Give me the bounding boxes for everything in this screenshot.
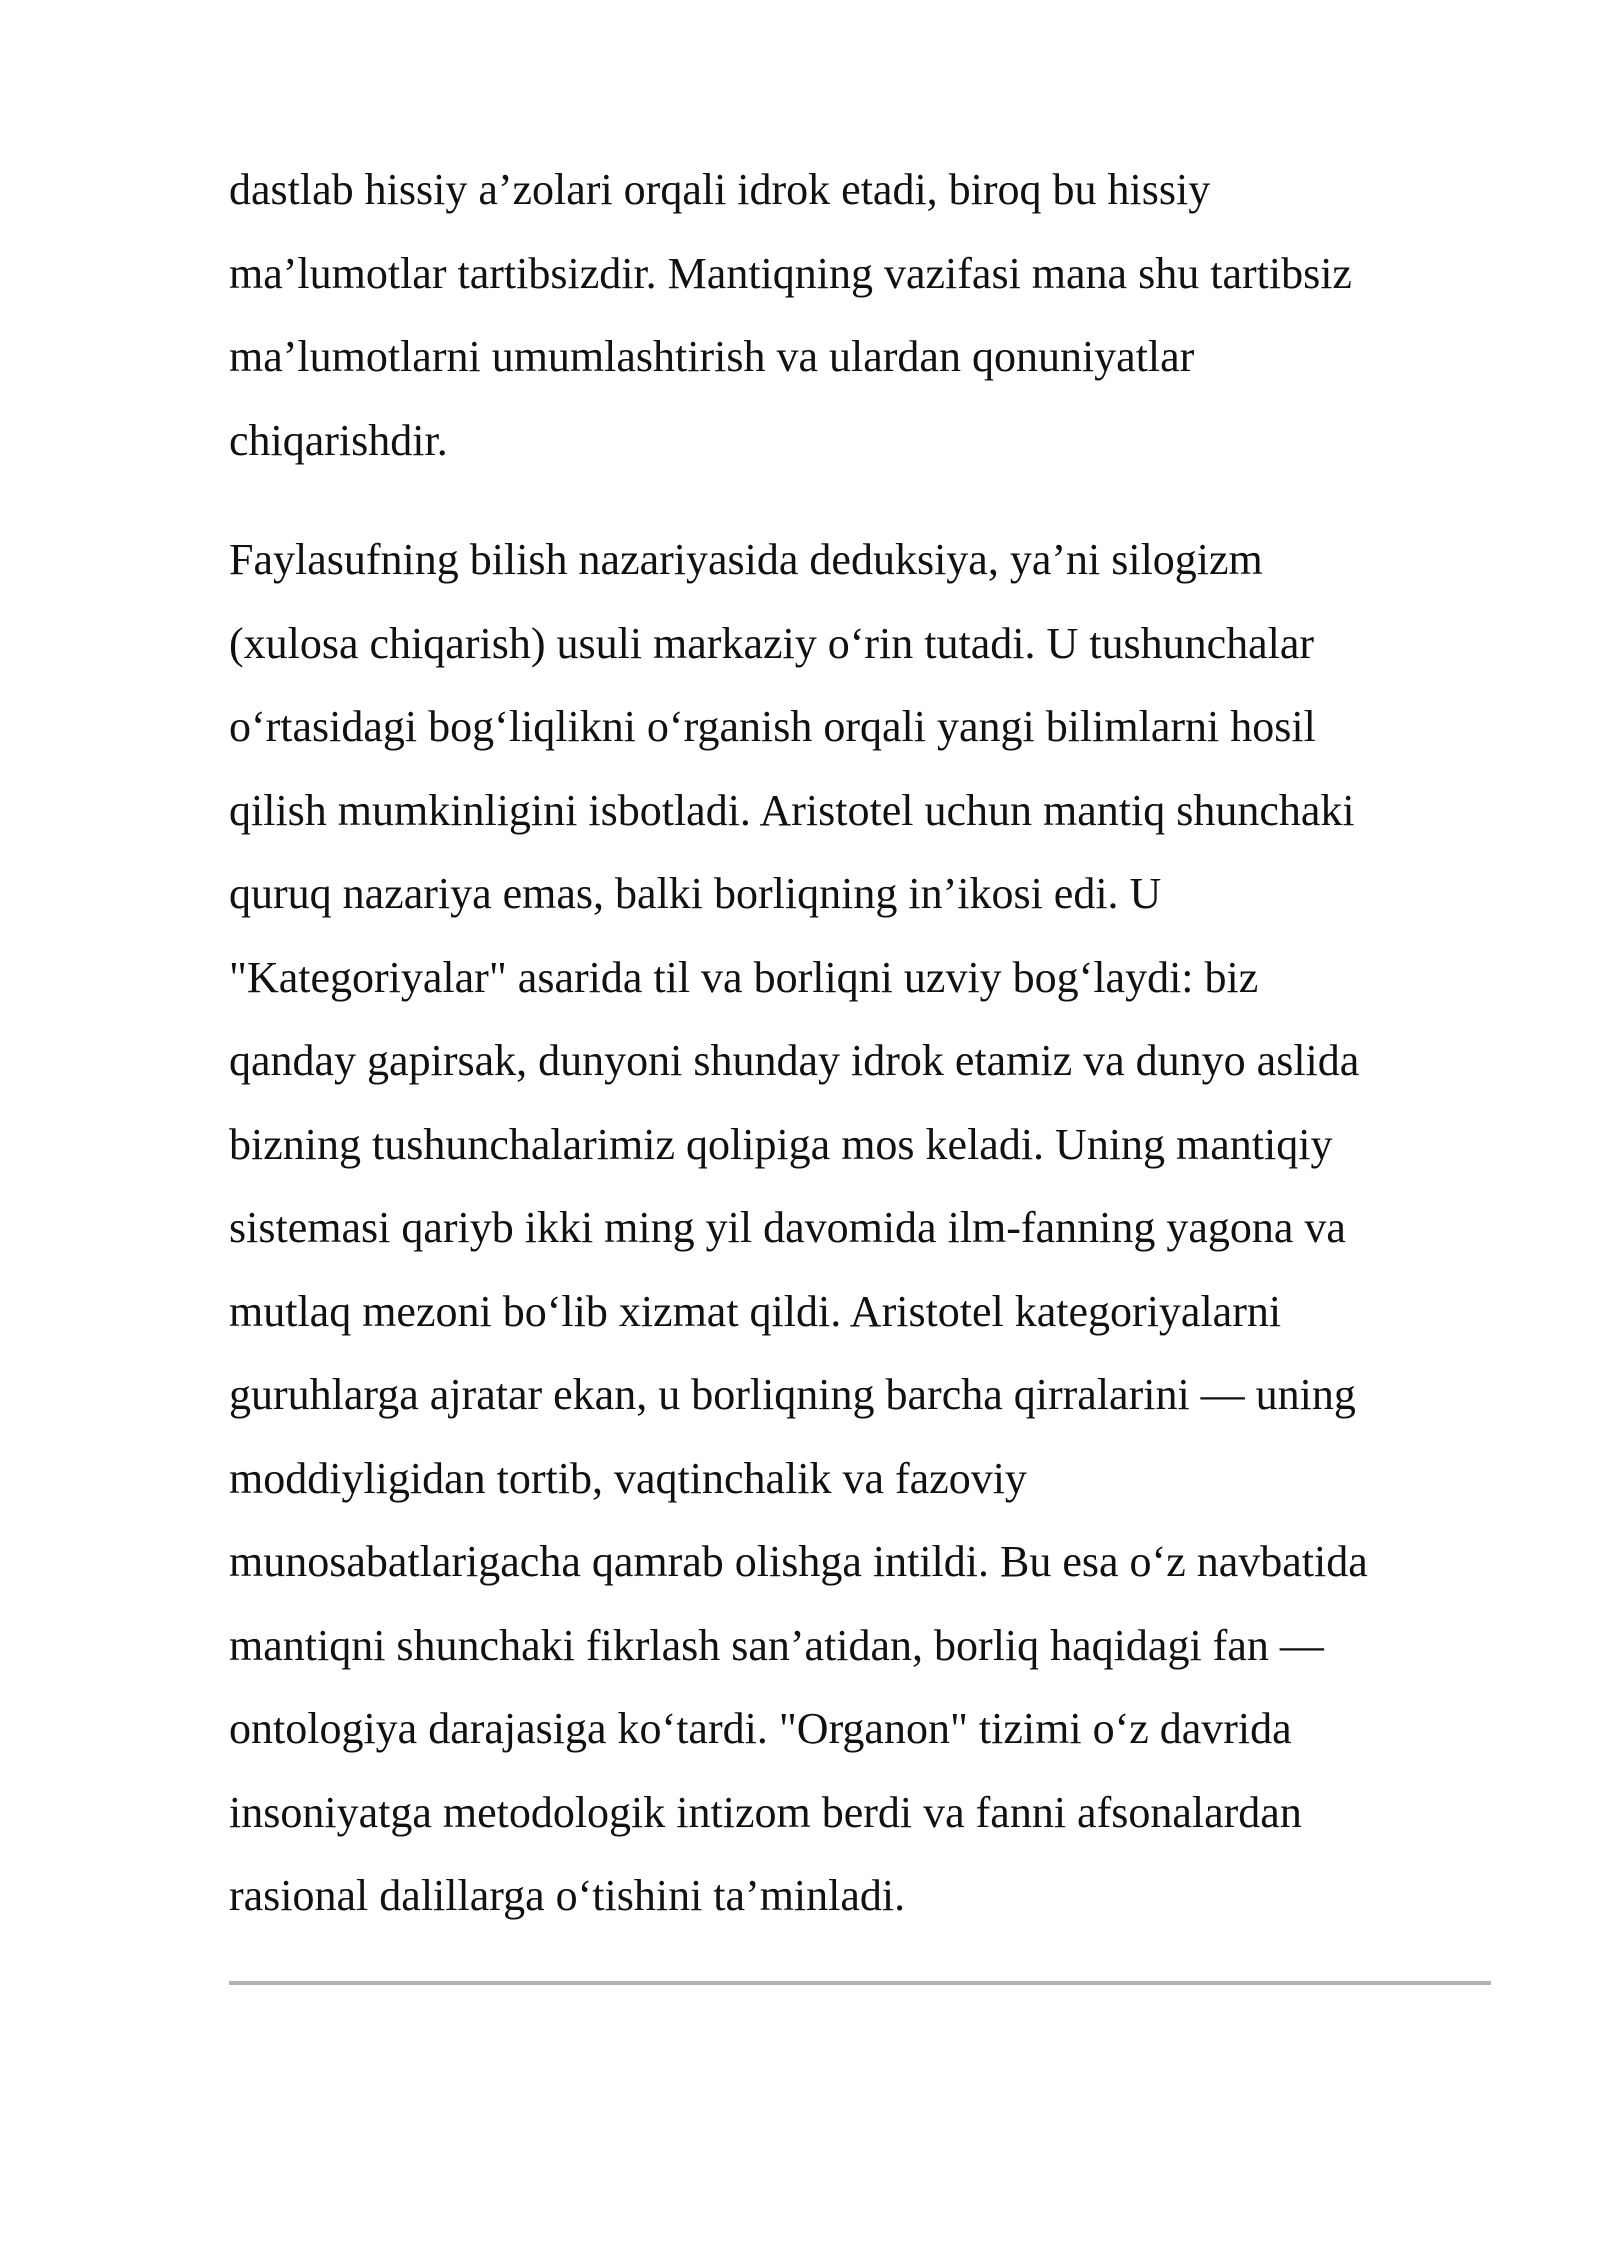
text-line: sistemasi qariyb ikki ming yil davomida ilm-fanning yagona va xyxy=(229,1203,1346,1252)
text-line: qanday gapirsak, dunyoni shunday idrok etamiz va dunyo aslida xyxy=(229,1036,1360,1085)
text-line: dastlab hissiy a’zolari orqali idrok etadi, biroq bu hissiy xyxy=(229,165,1211,214)
text-line: o‘rtasidagi bog‘liqlikni o‘rganish orqali yangi bilimlarni hosil xyxy=(229,702,1316,751)
text-line: Faylasufning bilish nazariyasida deduksiya, ya’ni silogizm xyxy=(229,535,1263,584)
text-line: guruhlarga ajratar ekan, u borliqning barcha qirralarini — uning xyxy=(229,1370,1356,1419)
paragraph-2 xyxy=(229,518,1491,1938)
text-line: qilish mumkinligini isbotladi. Aristotel uchun mantiq shunchaki xyxy=(229,785,1355,835)
text-line: chiqarishdir. xyxy=(229,415,448,465)
text-line: mantiqni shunchaki fikrlash san’atidan, borliq haqidagi fan — xyxy=(229,1620,1324,1670)
text-line: "Kategoriyalar" asarida til va borliqni uzviy bog‘laydi: biz xyxy=(229,952,1259,1002)
text-line: bizning tushunchalarimiz qolipiga mos keladi. Uning mantiqiy xyxy=(229,1119,1333,1169)
text-line: ma’lumotlar tartibsizdir. Mantiqning vazifasi mana shu tartibsiz xyxy=(229,248,1352,298)
text-line: insoniyatga metodologik intizom berdi va fanni afsonalardan xyxy=(229,1787,1302,1837)
text-line: munosabatlarigacha qamrab olishga intildi. Bu esa o‘z navbatida xyxy=(229,1537,1368,1586)
paragraph-1 xyxy=(229,148,1491,482)
text-line: (xulosa chiqarish) usuli markaziy o‘rin tutadi. U tushunchalar xyxy=(229,618,1315,668)
text-line: moddiyligidan tortib, vaqtinchalik va fazoviy xyxy=(229,1453,1027,1503)
text-line: quruq nazariya emas, balki borliqning in’ikosi edi. U xyxy=(229,869,1162,918)
text-line: ma’lumotlarni umumlashtirish va ulardan qonuniyatlar xyxy=(229,332,1195,381)
text-line: mutlaq mezoni bo‘lib xizmat qildi. Aristotel kategoriyalarni xyxy=(229,1286,1282,1336)
horizontal-rule xyxy=(229,1981,1491,1985)
text-line: ontologiya darajasiga ko‘tardi. "Organon" tizimi o‘z davrida xyxy=(229,1704,1292,1753)
body-text xyxy=(229,148,1491,1938)
text-line: rasional dalillarga o‘tishini ta’minladi. xyxy=(229,1871,906,1920)
